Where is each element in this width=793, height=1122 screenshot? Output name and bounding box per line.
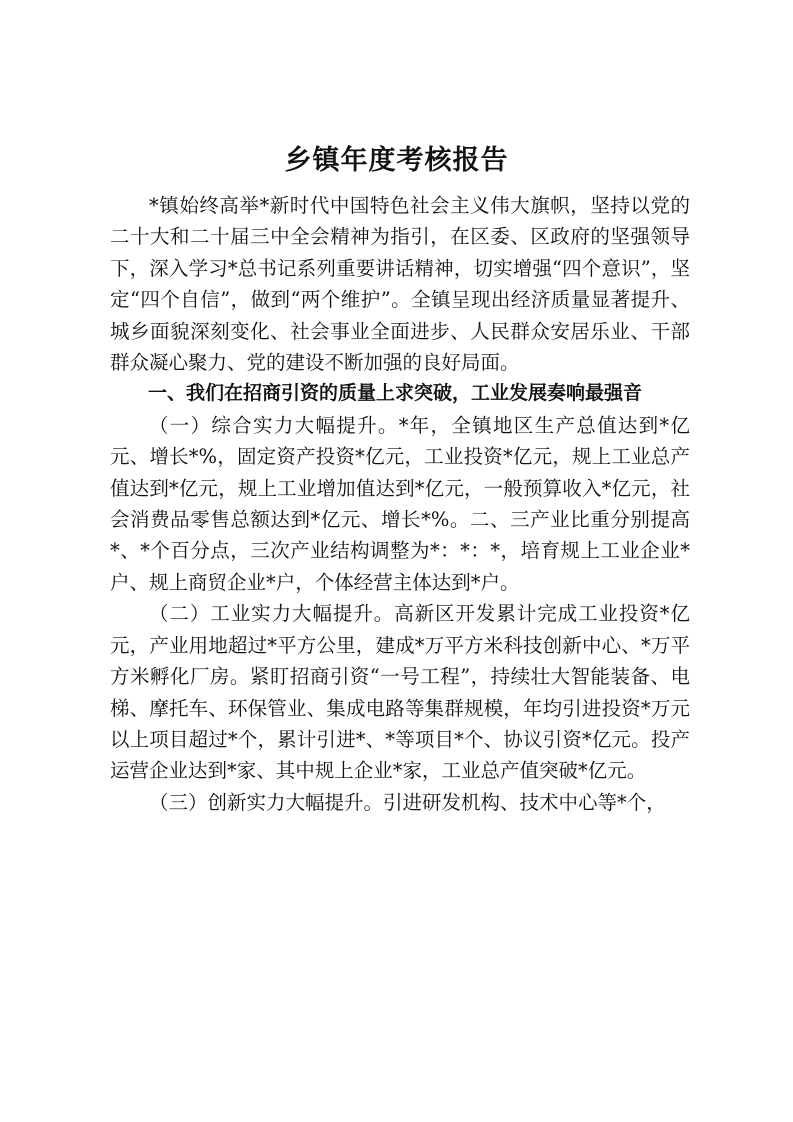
item-text-2: 高新区开发累计完成工业投资*亿元，产业用地超过*平方公里，建成*万平方米科技创新中心、*万平方米孵化厂房。紧盯招商引资“一号工程”，持续壮大智能装备、电梯、摩托车、环保管业、集成电路等集群规模，年均引进投资*万元以上项目超过*个，累计引进*、*等项目*个、协议引资*亿元。投产运营企业达到*家、其中规上企业*家，工业总产值突破*亿元。 — [110, 602, 690, 783]
document-body — [110, 190, 690, 818]
item-paragraph-2 — [110, 598, 690, 786]
document-title: 乡镇年度考核报告 — [284, 145, 509, 176]
item-text-1: *年，全镇地区生产总值达到*亿元、增长*%，固定资产投资*亿元，工业投资*亿元，规上工业总产值达到*亿元，规上工业增加值达到*亿元，一般预算收入*亿元，社会消费品零售总额达到*亿元、增长*%。二、三产业比重分别提高*、*个百分点，三次产业结构调整为*：*：*，培育规上工业企业*户、规上商贸企业*户，个体经营主体达到*户。 — [110, 413, 690, 594]
item-paragraph-1 — [110, 410, 690, 598]
intro-paragraph: *镇始终高举*新时代中国特色社会主义伟大旗帜，坚持以党的二十大和二十届三中全会精神为指引，在区委、区政府的坚强领导下，深入学习*总书记系列重要讲话精神，切实增强“四个意识”，坚定“四个自信”，做到“两个维护”。全镇呈现出经济质量显著提升、城乡面貌深刻变化、社会事业全面进步、人民群众安居乐业、干部群众凝心聚力、党的建设不断加强的良好局面。 — [110, 194, 690, 375]
section-heading: 一、我们在招商引资的质量上求突破，工业发展奏响最强音 — [148, 382, 643, 405]
item-lead-3: （三）创新实力大幅提升。 — [149, 790, 384, 814]
item-lead-1: （一）综合实力大幅提升。 — [149, 413, 399, 437]
item-text-3: 引进研发机构、技术中心等*个， — [383, 790, 666, 814]
item-paragraph-3 — [110, 787, 690, 818]
item-lead-2: （二）工业实力大幅提升。 — [149, 602, 395, 626]
